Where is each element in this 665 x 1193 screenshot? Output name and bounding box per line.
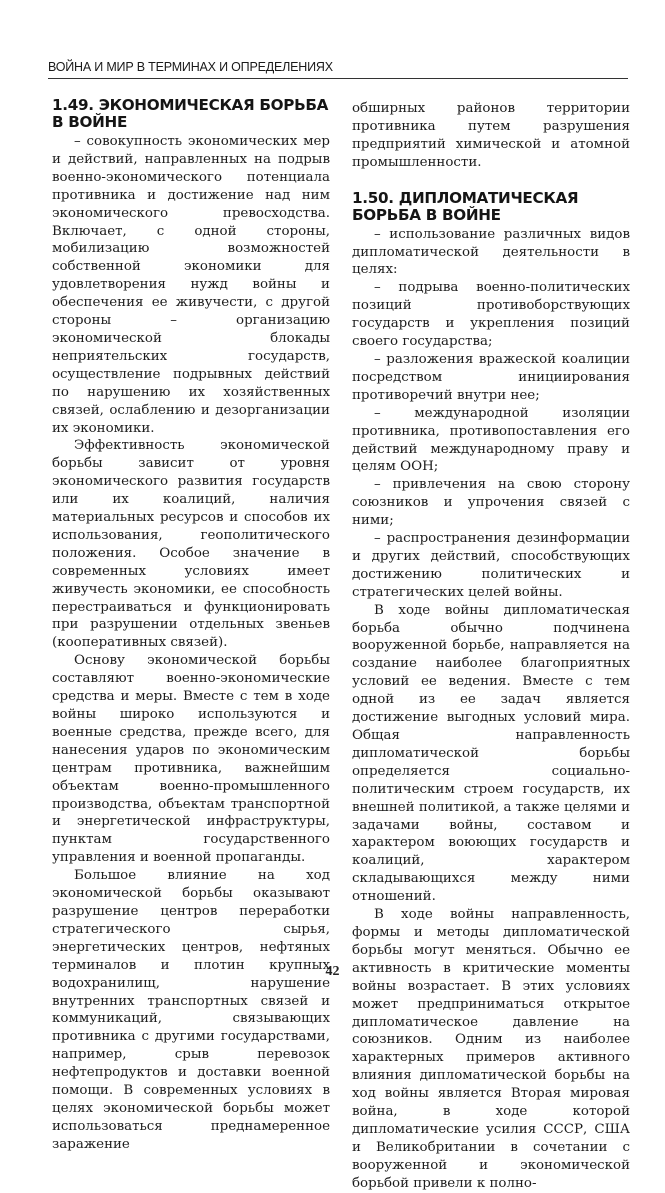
paragraph: Эффективность экономической борьбы зависит от уровня экономического развития государств или их коалиций, наличия материальных ресурсов и способов их использования, геополитического положения. Особое значение в современных условиях имеет живучесть экономики, ее способность перестраиваться и функционировать при разрушении отдельных звеньев (кооперативных связей). bbox=[52, 438, 330, 651]
list-item: – разложения вражеской коалиции посредством инициирования противоречий внутри нее; bbox=[352, 351, 630, 403]
running-head: ВОЙНА И МИР В ТЕРМИНАХ И ОПРЕДЕЛЕНИЯХ bbox=[48, 60, 628, 79]
paragraph: Основу экономической борьбы составляют военно-экономические средства и меры. Вместе с тем в ходе войны широко используются и военные средства, прежде всего, для нанесения ударов по экономическим центрам противника, важнейшим объектам военно-промышленного производства, объектам транспортной и энергетической инфраструктуры, пунктам государственного управления и военной пропаганды. bbox=[52, 653, 330, 866]
paragraph: Большое влияние на ход экономической борьбы оказывают разрушение центров переработки стратегического сырья, энергетических центров, нефтяных терминалов и плотин крупных водохранилищ, нарушение внутренних транспортных связей и коммуникаций, связывающих противника с другими государствами, например, срыв перевозок нефтепродуктов и доставки военной помощи. В современных условиях в целях экономической борьбы может использоваться преднамеренное заражение bbox=[52, 868, 330, 1152]
paragraph: – совокупность экономических мер и действий, направленных на подрыв военно-экономического потенциала противника и достижение над ним экономического превосходства. Включает, с одной стороны, мобилизацию возможностей собственной экономики для удовлетворения нужд войны и обеспечения ее живучести, с другой стороны – организацию экономической блокады неприятельских государств, осуществление подрывных действий по нарушению их хозяйственных связей, ослаблению и дезорганизации их экономики. bbox=[52, 134, 330, 436]
left-column bbox=[52, 97, 330, 1154]
list-item: – подрыва военно-политических позиций противоборствующих государств и укрепления позиций своего государства; bbox=[352, 280, 630, 350]
list-item: – международной изоляции противника, противопоставления его действий международному праву и целям ООН; bbox=[352, 405, 630, 475]
list-item: – привлечения на свою сторону союзников и упрочения связей с ними; bbox=[352, 477, 630, 529]
section-title-1-50: 1.50. ДИПЛОМАТИЧЕСКАЯ БОРЬБА В ВОЙНЕ bbox=[352, 188, 579, 224]
list-item: – распространения дезинформации и других действий, способствующих достижению политических и стратегических целей войны. bbox=[352, 531, 630, 600]
section-title-1-49: 1.49. ЭКОНОМИЧЕСКАЯ БОРЬБА В ВОЙНЕ bbox=[52, 96, 329, 131]
right-column bbox=[352, 100, 630, 1193]
paragraph: – использование различных видов дипломатической деятельности в целях: bbox=[352, 226, 630, 278]
paragraph: В ходе войны дипломатическая борьба обычно подчинена вооруженной борьбе, направляется на создание наиболее благоприятных условий ее ведения. Вместе с тем одной из ее задач является достижение выгодных условий мира. Общая направленность дипломатической борьбы определяется социально-политическим строем государств, их внешней политикой, а также целями и задачами войны, составом и характером воюющих государств и коалиций, характером складывающихся между ними отношений. bbox=[352, 602, 630, 905]
page-number: 42 bbox=[325, 964, 340, 979]
paragraph: В ходе войны направленность, формы и методы дипломатической борьбы могут меняться. Обычно ее активность в критические моменты войны возрастает. В этих условиях может предприниматься открытое дипломатическое давление на союзников. Одним из наиболее характерных примеров активного влияния дипломатической борьбы на ход войны является Вторая мировая война, в ходе которой дипломатические усилия СССР, США и Великобритании в сочетании с вооруженной и экономической борьбой привели к полно- bbox=[352, 907, 630, 1191]
continuation-paragraph: обширных районов территории противника путем разрушения предприятий химической и атомной промышленности. bbox=[352, 101, 630, 170]
